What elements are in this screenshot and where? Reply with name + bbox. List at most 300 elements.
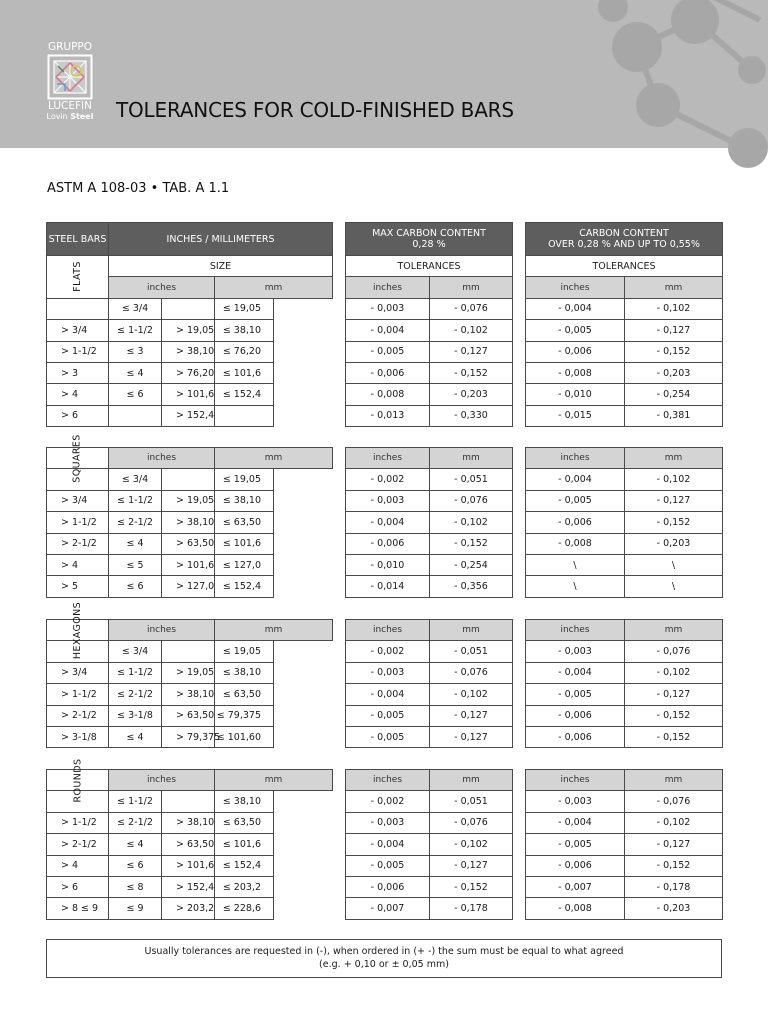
carbon-title: CARBON CONTENT xyxy=(579,228,669,239)
cell-ia: > 3/4 xyxy=(47,320,109,341)
cell-t1i: - 0,002 xyxy=(346,641,430,662)
note-line-2: (e.g. + 0,10 or ± 0,05 mm) xyxy=(319,958,449,970)
logo-mark-icon xyxy=(47,54,93,100)
cell-t1m: - 0,254 xyxy=(430,554,513,575)
cell-ia: > 5 xyxy=(47,576,109,597)
cell-t1m: - 0,152 xyxy=(430,533,513,554)
cell-mb: ≤ 127,0 xyxy=(215,554,274,575)
category-label-hexagons: HEXAGONS xyxy=(47,620,109,641)
inches-subheader: inches xyxy=(109,448,215,469)
cell-t1i: - 0,002 xyxy=(346,791,430,812)
inches-subheader: inches xyxy=(526,448,625,469)
hexagons-tolerance2-table xyxy=(525,619,723,748)
table-row xyxy=(346,834,513,855)
cell-ia: > 2-1/2 xyxy=(47,533,109,554)
cell-mb: ≤ 203,2 xyxy=(215,876,274,897)
table-row xyxy=(526,362,723,383)
table-row xyxy=(526,512,723,533)
mm-subheader: mm xyxy=(215,277,333,298)
cell-t1m: - 0,203 xyxy=(430,384,513,405)
cell-ib: ≤ 5 xyxy=(109,554,162,575)
cell-ia: > 6 xyxy=(47,876,109,897)
cell-t1m: - 0,152 xyxy=(430,362,513,383)
cell-t2i: - 0,003 xyxy=(526,641,625,662)
cell-mb: ≤ 38,10 xyxy=(215,791,274,812)
header-banner xyxy=(0,0,768,148)
mm-subheader: mm xyxy=(625,277,723,298)
table-row xyxy=(47,320,333,341)
table-row xyxy=(526,554,723,575)
cell-ia xyxy=(47,298,109,319)
table-row xyxy=(526,662,723,683)
cell-t2m: - 0,152 xyxy=(625,726,723,747)
hexagons-tolerance2-rows xyxy=(526,641,723,748)
tolerance-note xyxy=(46,939,722,978)
mm-subheader: mm xyxy=(625,448,723,469)
cell-ia: > 3-1/8 xyxy=(47,726,109,747)
cell-t2m: - 0,102 xyxy=(625,662,723,683)
table-row xyxy=(526,533,723,554)
inches-subheader: inches xyxy=(346,277,430,298)
table-row xyxy=(346,533,513,554)
cell-t2i: - 0,004 xyxy=(526,662,625,683)
cell-ib: ≤ 6 xyxy=(109,576,162,597)
cell-t2i: - 0,003 xyxy=(526,791,625,812)
cell-ia: > 2-1/2 xyxy=(47,834,109,855)
cell-t1i: - 0,005 xyxy=(346,726,430,747)
table-row xyxy=(47,834,333,855)
cell-ma: > 19,05 xyxy=(162,490,215,511)
mm-subheader: mm xyxy=(215,770,333,791)
cell-ib: ≤ 4 xyxy=(109,726,162,747)
cell-ib: ≤ 3/4 xyxy=(109,469,162,490)
rounds-tolerance1-rows xyxy=(346,791,513,919)
mm-subheader: mm xyxy=(215,448,333,469)
cell-ma: > 152,4 xyxy=(162,405,215,426)
inches-subheader: inches xyxy=(526,620,625,641)
cell-ib: ≤ 3/4 xyxy=(109,298,162,319)
squares-tolerance2-table xyxy=(525,447,723,598)
rounds-tolerance2-rows xyxy=(526,791,723,919)
carbon-header xyxy=(526,223,723,256)
cell-mb: ≤ 101,6 xyxy=(215,533,274,554)
inches-mm-header: INCHES / MILLIMETERS xyxy=(109,223,333,256)
cell-t2m: - 0,102 xyxy=(625,298,723,319)
table-row xyxy=(47,576,333,597)
cell-ib: ≤ 2-1/2 xyxy=(109,684,162,705)
inches-subheader: inches xyxy=(109,277,215,298)
cell-t2m: - 0,076 xyxy=(625,791,723,812)
hexagons-tolerance1-rows xyxy=(346,641,513,748)
molecule-decoration xyxy=(0,0,768,148)
table-row xyxy=(526,855,723,876)
cell-t1i: - 0,006 xyxy=(346,533,430,554)
logo-text-top: GRUPPO xyxy=(47,41,93,53)
logo-tagline-1: Lovin xyxy=(46,112,68,121)
page-title: TOLERANCES FOR COLD-FINISHED BARS xyxy=(116,98,514,122)
mm-subheader: mm xyxy=(625,620,723,641)
table-row xyxy=(346,898,513,919)
max-carbon-title: MAX CARBON CONTENT xyxy=(372,228,486,239)
cell-t1i: - 0,005 xyxy=(346,855,430,876)
table-row xyxy=(526,384,723,405)
table-row xyxy=(47,298,333,319)
table-row xyxy=(47,855,333,876)
cell-ib: ≤ 4 xyxy=(109,834,162,855)
squares-tolerance2-rows xyxy=(526,469,723,597)
cell-t2i: - 0,008 xyxy=(526,533,625,554)
squares-tolerance1-table xyxy=(345,447,513,598)
cell-t2i: - 0,008 xyxy=(526,362,625,383)
table-row xyxy=(526,341,723,362)
cell-t2m: - 0,127 xyxy=(625,834,723,855)
cell-mb: ≤ 152,4 xyxy=(215,855,274,876)
cell-ma: > 101,6 xyxy=(162,384,215,405)
cell-ib: ≤ 2-1/2 xyxy=(109,512,162,533)
cell-ib: ≤ 1-1/2 xyxy=(109,320,162,341)
table-row xyxy=(526,705,723,726)
tolerances-header: TOLERANCES xyxy=(526,256,723,277)
company-logo xyxy=(44,42,96,122)
cell-ma: > 101,6 xyxy=(162,554,215,575)
cell-mb: ≤ 76,20 xyxy=(215,341,274,362)
carbon-header-table xyxy=(525,222,723,427)
cell-ma: > 19,05 xyxy=(162,320,215,341)
cell-t2m: \ xyxy=(625,576,723,597)
table-row xyxy=(47,684,333,705)
cell-mb: ≤ 63,50 xyxy=(215,812,274,833)
cell-ma: > 63,50 xyxy=(162,834,215,855)
cell-t2i: - 0,005 xyxy=(526,834,625,855)
tolerances-header: TOLERANCES xyxy=(346,256,513,277)
cell-t1m: - 0,127 xyxy=(430,726,513,747)
cell-t2i: - 0,006 xyxy=(526,512,625,533)
cell-t2m: - 0,102 xyxy=(625,812,723,833)
table-row xyxy=(346,362,513,383)
cell-mb: ≤ 228,6 xyxy=(215,898,274,919)
cell-ma: > 152,4 xyxy=(162,876,215,897)
cell-t1i: - 0,003 xyxy=(346,812,430,833)
cell-t1i: - 0,008 xyxy=(346,384,430,405)
cell-t1m: - 0,076 xyxy=(430,490,513,511)
cell-t1m: - 0,051 xyxy=(430,469,513,490)
cell-t1m: - 0,076 xyxy=(430,812,513,833)
table-row xyxy=(526,405,723,426)
cell-ib: ≤ 4 xyxy=(109,533,162,554)
note-line-1: Usually tolerances are requested in (-), when ordered in (+ -) the sum must be equal to what agreed xyxy=(144,946,624,957)
cell-t2m: - 0,178 xyxy=(625,876,723,897)
cell-t1i: - 0,005 xyxy=(346,341,430,362)
cell-ma: > 79,375 xyxy=(162,726,215,747)
cell-t2i: - 0,006 xyxy=(526,855,625,876)
cell-ib: ≤ 3-1/8 xyxy=(109,705,162,726)
cell-t1i: - 0,004 xyxy=(346,512,430,533)
cell-ia: > 3 xyxy=(47,362,109,383)
cell-t1i: - 0,004 xyxy=(346,684,430,705)
cell-t1i: - 0,010 xyxy=(346,554,430,575)
cell-ma: > 38,10 xyxy=(162,512,215,533)
table-row xyxy=(47,362,333,383)
cell-ma: > 127,0 xyxy=(162,576,215,597)
table-row xyxy=(47,512,333,533)
cell-t2i: - 0,015 xyxy=(526,405,625,426)
table-row xyxy=(526,320,723,341)
mm-subheader: mm xyxy=(625,770,723,791)
table-row xyxy=(526,834,723,855)
cell-t2i: - 0,004 xyxy=(526,298,625,319)
table-row xyxy=(526,641,723,662)
cell-t1i: - 0,005 xyxy=(346,705,430,726)
table-row xyxy=(526,490,723,511)
table-row xyxy=(346,705,513,726)
cell-t2m: - 0,254 xyxy=(625,384,723,405)
cell-ma xyxy=(162,298,215,319)
cell-t1m: - 0,152 xyxy=(430,876,513,897)
max-carbon-header-table xyxy=(345,222,513,427)
table-row xyxy=(526,684,723,705)
inches-subheader: inches xyxy=(526,277,625,298)
cell-t1m: - 0,127 xyxy=(430,341,513,362)
cell-t2i: - 0,005 xyxy=(526,490,625,511)
cell-ib: ≤ 4 xyxy=(109,362,162,383)
cell-t2i: - 0,006 xyxy=(526,705,625,726)
cell-mb: ≤ 38,10 xyxy=(215,662,274,683)
cell-ia: > 2-1/2 xyxy=(47,705,109,726)
cell-ia: > 1-1/2 xyxy=(47,684,109,705)
squares-size-table xyxy=(46,433,333,598)
inches-subheader: inches xyxy=(109,770,215,791)
rounds-tolerance2-table xyxy=(525,769,723,920)
mm-subheader: mm xyxy=(430,620,513,641)
cell-ib: ≤ 1-1/2 xyxy=(109,490,162,511)
cell-ib: ≤ 3 xyxy=(109,341,162,362)
table-row xyxy=(47,490,333,511)
cell-t1m: - 0,330 xyxy=(430,405,513,426)
cell-ib: ≤ 6 xyxy=(109,384,162,405)
cell-t2i: - 0,008 xyxy=(526,898,625,919)
cell-t1i: - 0,007 xyxy=(346,898,430,919)
hexagons-size-rows xyxy=(47,641,333,748)
hexagons-tolerance1-table xyxy=(345,619,513,748)
table-row xyxy=(47,898,333,919)
cell-ia: > 4 xyxy=(47,384,109,405)
cell-t2m: - 0,381 xyxy=(625,405,723,426)
table-row xyxy=(47,812,333,833)
cell-t2m: - 0,152 xyxy=(625,705,723,726)
cell-t1i: - 0,006 xyxy=(346,362,430,383)
table-row xyxy=(346,384,513,405)
cell-t2i: - 0,010 xyxy=(526,384,625,405)
cell-t2m: - 0,076 xyxy=(625,641,723,662)
logo-text-bottom: LUCEFIN xyxy=(48,100,92,112)
table-row xyxy=(346,405,513,426)
category-label-squares: SQUARES xyxy=(47,448,109,469)
cell-t2m: - 0,203 xyxy=(625,533,723,554)
rounds-size-table xyxy=(46,758,333,920)
cell-ia: > 3/4 xyxy=(47,662,109,683)
cell-t1i: - 0,002 xyxy=(346,469,430,490)
cell-t1m: - 0,356 xyxy=(430,576,513,597)
table-row xyxy=(47,876,333,897)
cell-t2i: - 0,004 xyxy=(526,469,625,490)
flats-size-rows xyxy=(47,298,333,426)
table-row xyxy=(47,384,333,405)
cell-t1m: - 0,076 xyxy=(430,298,513,319)
cell-ia: > 1-1/2 xyxy=(47,812,109,833)
cell-t2m: - 0,127 xyxy=(625,320,723,341)
logo-tagline xyxy=(44,112,96,122)
cell-t2m: \ xyxy=(625,554,723,575)
inches-subheader: inches xyxy=(346,620,430,641)
cell-mb: ≤ 152,4 xyxy=(215,384,274,405)
cell-ma xyxy=(162,641,215,662)
table-row xyxy=(346,726,513,747)
cell-ia: > 8 ≤ 9 xyxy=(47,898,109,919)
cell-t2i: \ xyxy=(526,576,625,597)
cell-t2i: - 0,006 xyxy=(526,341,625,362)
cell-ia: > 6 xyxy=(47,405,109,426)
cell-t1m: - 0,127 xyxy=(430,855,513,876)
cell-t1i: - 0,003 xyxy=(346,298,430,319)
cell-mb: ≤ 63,50 xyxy=(215,512,274,533)
cell-ia: > 1-1/2 xyxy=(47,512,109,533)
table-row xyxy=(47,705,333,726)
table-row xyxy=(526,812,723,833)
cell-t2i: - 0,006 xyxy=(526,726,625,747)
category-label-rounds: ROUNDS xyxy=(47,770,109,791)
cell-mb: ≤ 152,4 xyxy=(215,576,274,597)
table-row xyxy=(346,490,513,511)
cell-ma: > 203,2 xyxy=(162,898,215,919)
cell-ib: ≤ 9 xyxy=(109,898,162,919)
table-row xyxy=(346,512,513,533)
cell-t2i: - 0,005 xyxy=(526,320,625,341)
max-carbon-header xyxy=(346,223,513,256)
cell-t2m: - 0,152 xyxy=(625,341,723,362)
table-row xyxy=(346,320,513,341)
cell-mb: ≤ 38,10 xyxy=(215,320,274,341)
mm-subheader: mm xyxy=(430,277,513,298)
cell-mb: ≤ 63,50 xyxy=(215,684,274,705)
cell-t1m: - 0,051 xyxy=(430,641,513,662)
table-row xyxy=(47,533,333,554)
table-row xyxy=(47,405,333,426)
cell-t2m: - 0,127 xyxy=(625,684,723,705)
table-row xyxy=(47,662,333,683)
mm-subheader: mm xyxy=(215,620,333,641)
cell-ma: > 63,50 xyxy=(162,705,215,726)
inches-subheader: inches xyxy=(346,448,430,469)
cell-ma: > 38,10 xyxy=(162,341,215,362)
table-row xyxy=(47,641,333,662)
size-header: SIZE xyxy=(109,256,333,277)
rounds-size-rows xyxy=(47,791,333,919)
logo-tagline-2: Steel xyxy=(70,112,94,121)
cell-ib: ≤ 3/4 xyxy=(109,641,162,662)
table-row xyxy=(47,554,333,575)
cell-mb: ≤ 19,05 xyxy=(215,641,274,662)
table-row xyxy=(47,791,333,812)
cell-ib: ≤ 6 xyxy=(109,855,162,876)
cell-mb: ≤ 101,60 xyxy=(215,726,274,747)
table-row xyxy=(346,876,513,897)
cell-mb: ≤ 38,10 xyxy=(215,490,274,511)
table-row xyxy=(47,726,333,747)
cell-ib: ≤ 8 xyxy=(109,876,162,897)
cell-ib: ≤ 1-1/2 xyxy=(109,791,162,812)
table-row xyxy=(346,855,513,876)
cell-mb: ≤ 19,05 xyxy=(215,469,274,490)
table-row xyxy=(346,641,513,662)
mm-subheader: mm xyxy=(430,448,513,469)
cell-mb: ≤ 79,375 xyxy=(215,705,274,726)
table-row xyxy=(346,791,513,812)
mm-subheader: mm xyxy=(430,770,513,791)
cell-t2i: - 0,007 xyxy=(526,876,625,897)
cell-t1m: - 0,102 xyxy=(430,684,513,705)
table-row xyxy=(526,898,723,919)
cell-t1m: - 0,178 xyxy=(430,898,513,919)
table-row xyxy=(47,341,333,362)
table-row xyxy=(346,684,513,705)
cell-ia: > 4 xyxy=(47,855,109,876)
table-row xyxy=(346,812,513,833)
table-row xyxy=(346,469,513,490)
carbon-value: OVER 0,28 % AND UP TO 0,55% xyxy=(548,239,700,250)
table-row xyxy=(346,662,513,683)
cell-t1m: - 0,102 xyxy=(430,320,513,341)
table-row xyxy=(526,726,723,747)
max-carbon-value: 0,28 % xyxy=(412,239,446,250)
cell-ma: > 38,10 xyxy=(162,684,215,705)
cell-t1i: - 0,006 xyxy=(346,876,430,897)
cell-t2m: - 0,102 xyxy=(625,469,723,490)
table-row xyxy=(346,576,513,597)
cell-t1i: - 0,014 xyxy=(346,576,430,597)
table-row xyxy=(47,469,333,490)
cell-ib: ≤ 1-1/2 xyxy=(109,662,162,683)
cell-t2m: - 0,127 xyxy=(625,490,723,511)
cell-t1i: - 0,003 xyxy=(346,490,430,511)
flats-tolerance1-rows xyxy=(346,298,513,426)
hexagons-size-table xyxy=(46,601,333,748)
cell-t1m: - 0,076 xyxy=(430,662,513,683)
inches-subheader: inches xyxy=(346,770,430,791)
cell-t1i: - 0,004 xyxy=(346,320,430,341)
cell-t2i: - 0,005 xyxy=(526,684,625,705)
cell-mb: ≤ 101,6 xyxy=(215,834,274,855)
cell-ma xyxy=(162,791,215,812)
cell-ma: > 19,05 xyxy=(162,662,215,683)
cell-t2m: - 0,203 xyxy=(625,898,723,919)
table-row xyxy=(346,341,513,362)
cell-mb xyxy=(215,405,274,426)
size-header-table xyxy=(46,222,333,427)
table-row xyxy=(526,876,723,897)
standard-reference: ASTM A 108-03 • TAB. A 1.1 xyxy=(47,181,230,196)
cell-ma: > 101,6 xyxy=(162,855,215,876)
cell-t1i: - 0,003 xyxy=(346,662,430,683)
cell-mb: ≤ 19,05 xyxy=(215,298,274,319)
cell-ia: > 4 xyxy=(47,554,109,575)
cell-t1i: - 0,013 xyxy=(346,405,430,426)
cell-t2m: - 0,203 xyxy=(625,362,723,383)
table-row xyxy=(526,576,723,597)
cell-t2m: - 0,152 xyxy=(625,855,723,876)
cell-mb: ≤ 101,6 xyxy=(215,362,274,383)
flats-tolerance2-rows xyxy=(526,298,723,426)
cell-t2i: \ xyxy=(526,554,625,575)
